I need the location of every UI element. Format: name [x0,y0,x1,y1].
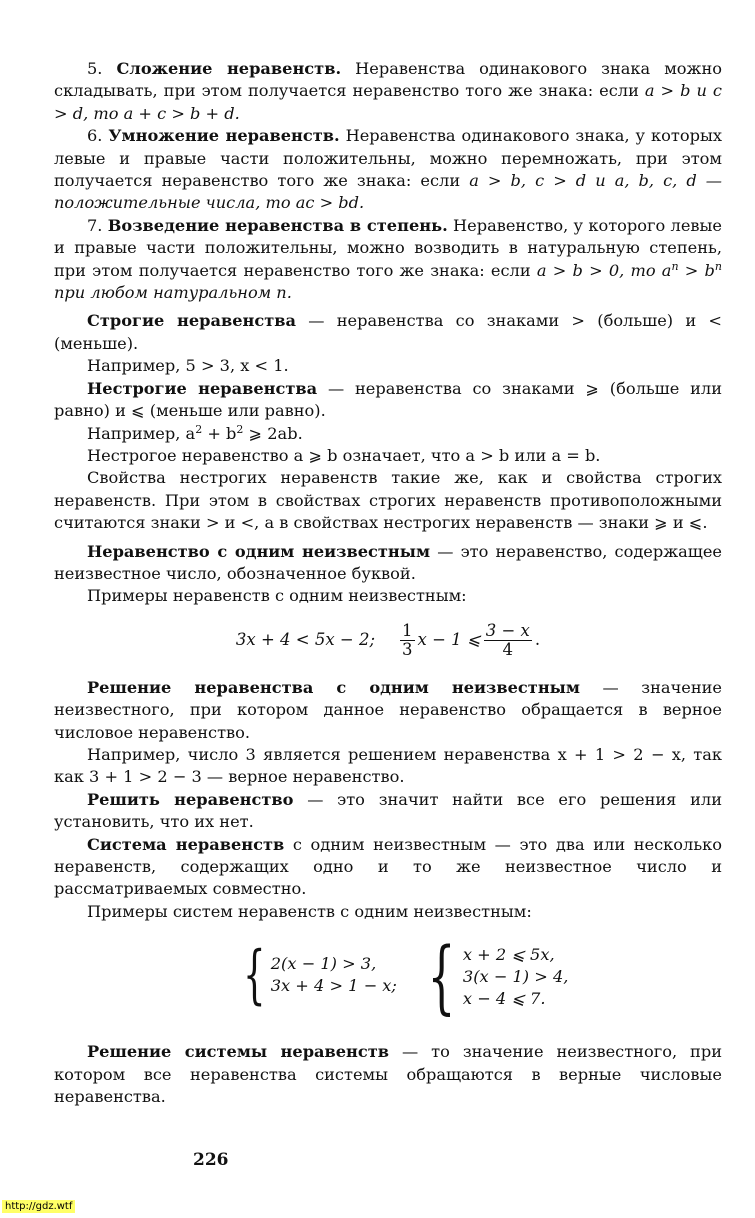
system-definition: Система неравенств с одним неизвестным — это два или несколько неравенств, содержащих одно и то же неизвестное число и рассматриваемых совместно. [54,834,722,899]
strict-definition: Строгие неравенства — неравенства со знаками > (больше) и < (меньше). [54,311,722,353]
term: Решить неравенство [87,789,294,809]
formula: 3x + 4 < 5x − 2; [235,630,376,650]
one-unknown-definition: Неравенство с одним неизвестным — это неравенство, содержащее неизвестное число, обозначенное буквой. [54,541,723,583]
formula: x − 1 ⩽ [417,630,481,650]
brace: { [243,938,266,1013]
brace: { [427,930,456,1024]
system-examples [54,930,722,1024]
property-6: 6. Умножение неравенств. Неравенства одинакового знака, у которых левые и правые части положительны, можно перемножать, при этом получается неравенство того же знака: если a > b, c > d и a, b, c, d — положительные числа, то ac > bd. [54,126,722,213]
fraction: $\frac{3 - x}{4}$ [485,620,530,659]
inequality-examples: 3x + 4 < 5x − 2; $\frac{1}{3}$ x − 1 ⩽ $\frac{3 - x}{4}$ . [235,620,541,659]
solution-definition: Решение неравенства с одним неизвестным — значение неизвестного, при котором данное неравенство обращается в верное числовое неравенство. [54,677,723,742]
term: Система неравенств [87,834,285,854]
solve-definition: Решить неравенство — это значит найти все его решения или установить, что их нет. [54,789,722,832]
term: Умножение неравенств. [108,126,340,146]
nonstrict-example: Например, $a^2 + b^2$ ⩾ 2ab. [87,422,303,443]
watermark[interactable]: http://gdz.wtf [2,1200,75,1213]
term: Возведение неравенства в степень. [107,215,448,235]
nonstrict-definition: Нестрогие неравенства — неравенства со знаками ⩾ (больше или равно) и ⩽ (меньше или равно). [54,378,722,421]
term: Строгие неравенства [87,311,296,331]
property-5: 5. Сложение неравенств. Неравенства одинакового знака можно складывать, при этом получается неравенство того же знака: если a > b и c > d, то a + c > b + d. [54,59,722,123]
page-number: 226 [193,1150,229,1170]
system-2: { x + 2 ⩽ 5x, 3(x − 1) > 4, x − 4 ⩽ 7. [427,930,569,1024]
one-unknown-examples-intro: Примеры неравенств с одним неизвестным: [87,586,467,606]
nonstrict-properties: Свойства нестрогих неравенств такие же, как и свойства строгих неравенств. При этом в свойствах строгих неравенств противоположными считаются знаки > и <, а в свойствах нестрогих неравенств — знаки ⩾ и ⩽. [54,468,722,533]
system-1: { 2(x − 1) > 3, 3x + 4 > 1 − x; [243,938,397,1013]
term: Решение неравенства с одним неизвестным [87,677,580,697]
strict-example: Например, 5 > 3, x < 1. [87,356,289,376]
nonstrict-meaning: Нестрогое неравенство a ⩾ b означает, что a > b или a = b. [87,445,601,465]
system-examples-intro: Примеры систем неравенств с одним неизвестным: [87,901,532,921]
property-7: 7. Возведение неравенства в степень. Неравенство, у которого левые и правые части положительны, можно возводить в натуральную степень, при этом получается неравенство того же знака: если a > b > 0, то $a^n > b^n$ при любом натуральном n. [54,215,723,303]
fraction: $\frac{1}{3}$ [402,620,413,659]
page-content [54,58,722,1108]
term: Неравенство с одним неизвестным [87,541,431,561]
term: Нестрогие неравенства [87,378,318,398]
term: Решение системы неравенств [87,1042,390,1062]
solution-example: Например, число 3 является решением неравенства x + 1 > 2 − x, так как 3 + 1 > 2 − 3 — верное неравенство. [54,744,722,787]
term: Сложение неравенств. [116,59,342,78]
system-solution-definition: Решение системы неравенств — то значение неизвестного, при котором все неравенства системы обращаются в верные числовые неравенства. [54,1042,722,1107]
